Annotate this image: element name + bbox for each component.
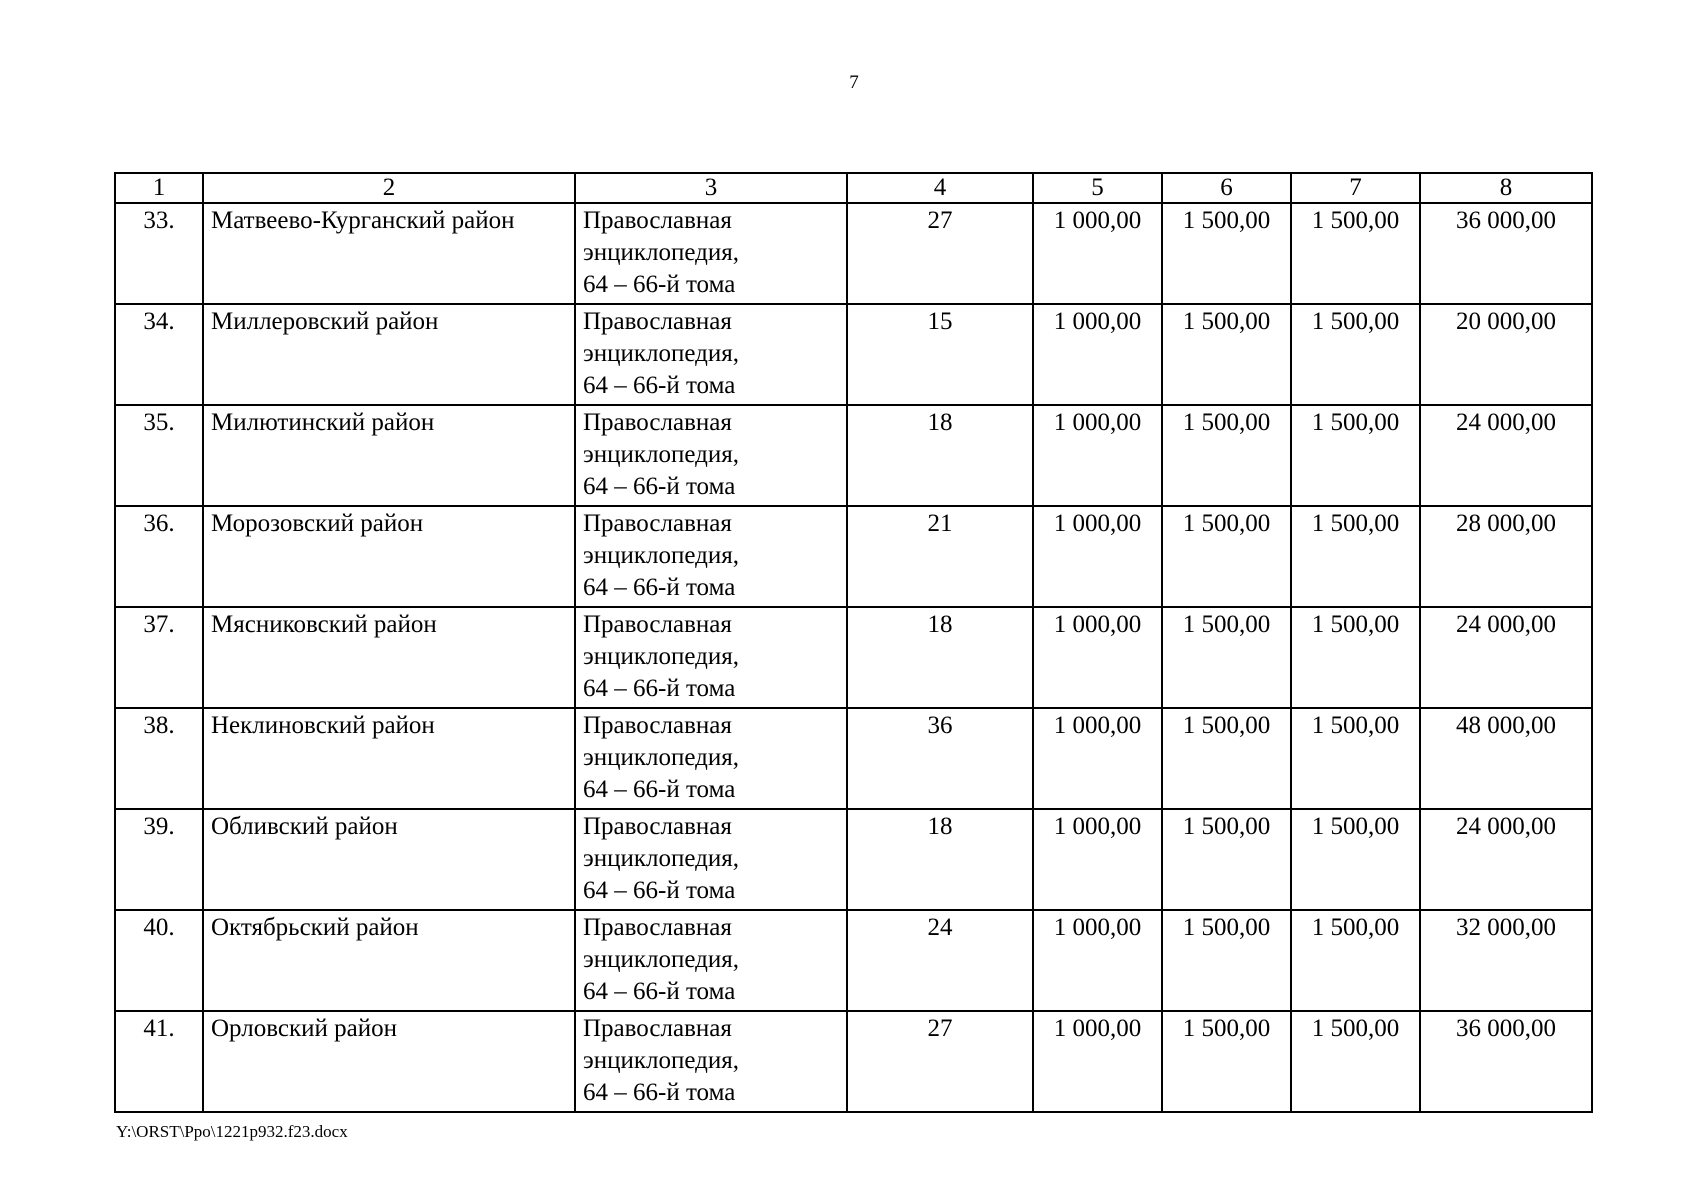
item-description-cell: Православная энциклопедия, 64 – 66-й тома: [575, 506, 847, 607]
district-name-cell: Обливский район: [203, 809, 575, 910]
district-name-cell: Матвеево-Курганский район: [203, 203, 575, 304]
district-name-cell: Морозовский район: [203, 506, 575, 607]
table-row: [115, 809, 1592, 910]
table-row: [115, 708, 1592, 809]
row-number-cell: 34.: [115, 304, 203, 405]
amount-col5-cell: 1 000,00: [1033, 809, 1162, 910]
total-amount-cell: 36 000,00: [1420, 203, 1592, 304]
amount-col7-cell: 1 500,00: [1291, 910, 1420, 1011]
amount-col6-cell: 1 500,00: [1162, 910, 1291, 1011]
total-amount-cell: 24 000,00: [1420, 607, 1592, 708]
total-amount-cell: 24 000,00: [1420, 405, 1592, 506]
total-amount-cell: 32 000,00: [1420, 910, 1592, 1011]
row-number-cell: 41.: [115, 1011, 203, 1112]
column-header: 6: [1162, 173, 1291, 203]
amount-col7-cell: 1 500,00: [1291, 1011, 1420, 1112]
total-amount-cell: 28 000,00: [1420, 506, 1592, 607]
item-description-cell: Православная энциклопедия, 64 – 66-й тома: [575, 405, 847, 506]
district-name-cell: Неклиновский район: [203, 708, 575, 809]
amount-col7-cell: 1 500,00: [1291, 405, 1420, 506]
footer-file-path: Y:\ORST\Ppo\1221p932.f23.docx: [116, 1122, 348, 1141]
page-number: 7: [849, 72, 859, 93]
amount-col6-cell: 1 500,00: [1162, 1011, 1291, 1112]
item-description-cell: Православная энциклопедия, 64 – 66-й тома: [575, 203, 847, 304]
quantity-cell: 18: [847, 405, 1033, 506]
quantity-cell: 27: [847, 1011, 1033, 1112]
amount-col6-cell: 1 500,00: [1162, 809, 1291, 910]
column-header: 4: [847, 173, 1033, 203]
amount-col7-cell: 1 500,00: [1291, 708, 1420, 809]
quantity-cell: 21: [847, 506, 1033, 607]
amount-col7-cell: 1 500,00: [1291, 506, 1420, 607]
total-amount-cell: 20 000,00: [1420, 304, 1592, 405]
amount-col5-cell: 1 000,00: [1033, 708, 1162, 809]
table-row: [115, 607, 1592, 708]
quantity-cell: 18: [847, 809, 1033, 910]
district-name-cell: Милютинский район: [203, 405, 575, 506]
amount-col5-cell: 1 000,00: [1033, 1011, 1162, 1112]
amount-col7-cell: 1 500,00: [1291, 607, 1420, 708]
district-name-cell: Октябрьский район: [203, 910, 575, 1011]
total-amount-cell: 36 000,00: [1420, 1011, 1592, 1112]
item-description-cell: Православная энциклопедия, 64 – 66-й тома: [575, 304, 847, 405]
row-number-cell: 40.: [115, 910, 203, 1011]
amount-col6-cell: 1 500,00: [1162, 506, 1291, 607]
table-row: [115, 506, 1592, 607]
row-number-cell: 39.: [115, 809, 203, 910]
item-description-cell: Православная энциклопедия, 64 – 66-й тома: [575, 708, 847, 809]
item-description-cell: Православная энциклопедия, 64 – 66-й тома: [575, 809, 847, 910]
table-row: [115, 1011, 1592, 1112]
district-name-cell: Орловский район: [203, 1011, 575, 1112]
amount-col7-cell: 1 500,00: [1291, 304, 1420, 405]
allocation-table: [114, 172, 1593, 1113]
amount-col6-cell: 1 500,00: [1162, 304, 1291, 405]
quantity-cell: 18: [847, 607, 1033, 708]
table-row: [115, 203, 1592, 304]
amount-col6-cell: 1 500,00: [1162, 203, 1291, 304]
row-number-cell: 35.: [115, 405, 203, 506]
quantity-cell: 36: [847, 708, 1033, 809]
total-amount-cell: 24 000,00: [1420, 809, 1592, 910]
amount-col7-cell: 1 500,00: [1291, 809, 1420, 910]
amount-col6-cell: 1 500,00: [1162, 708, 1291, 809]
quantity-cell: 27: [847, 203, 1033, 304]
row-number-cell: 33.: [115, 203, 203, 304]
amount-col5-cell: 1 000,00: [1033, 304, 1162, 405]
amount-col5-cell: 1 000,00: [1033, 506, 1162, 607]
column-header: 5: [1033, 173, 1162, 203]
table-row: [115, 405, 1592, 506]
amount-col5-cell: 1 000,00: [1033, 607, 1162, 708]
quantity-cell: 15: [847, 304, 1033, 405]
amount-col7-cell: 1 500,00: [1291, 203, 1420, 304]
district-name-cell: Мясниковский район: [203, 607, 575, 708]
table-header-row: [115, 173, 1592, 203]
column-header: 3: [575, 173, 847, 203]
row-number-cell: 37.: [115, 607, 203, 708]
total-amount-cell: 48 000,00: [1420, 708, 1592, 809]
column-header: 1: [115, 173, 203, 203]
column-header: 7: [1291, 173, 1420, 203]
amount-col6-cell: 1 500,00: [1162, 405, 1291, 506]
table-row: [115, 910, 1592, 1011]
amount-col5-cell: 1 000,00: [1033, 910, 1162, 1011]
row-number-cell: 38.: [115, 708, 203, 809]
amount-col6-cell: 1 500,00: [1162, 607, 1291, 708]
amount-col5-cell: 1 000,00: [1033, 405, 1162, 506]
item-description-cell: Православная энциклопедия, 64 – 66-й тома: [575, 1011, 847, 1112]
column-header: 2: [203, 173, 575, 203]
district-name-cell: Миллеровский район: [203, 304, 575, 405]
quantity-cell: 24: [847, 910, 1033, 1011]
table-row: [115, 304, 1592, 405]
item-description-cell: Православная энциклопедия, 64 – 66-й тома: [575, 910, 847, 1011]
amount-col5-cell: 1 000,00: [1033, 203, 1162, 304]
row-number-cell: 36.: [115, 506, 203, 607]
item-description-cell: Православная энциклопедия, 64 – 66-й тома: [575, 607, 847, 708]
column-header: 8: [1420, 173, 1592, 203]
